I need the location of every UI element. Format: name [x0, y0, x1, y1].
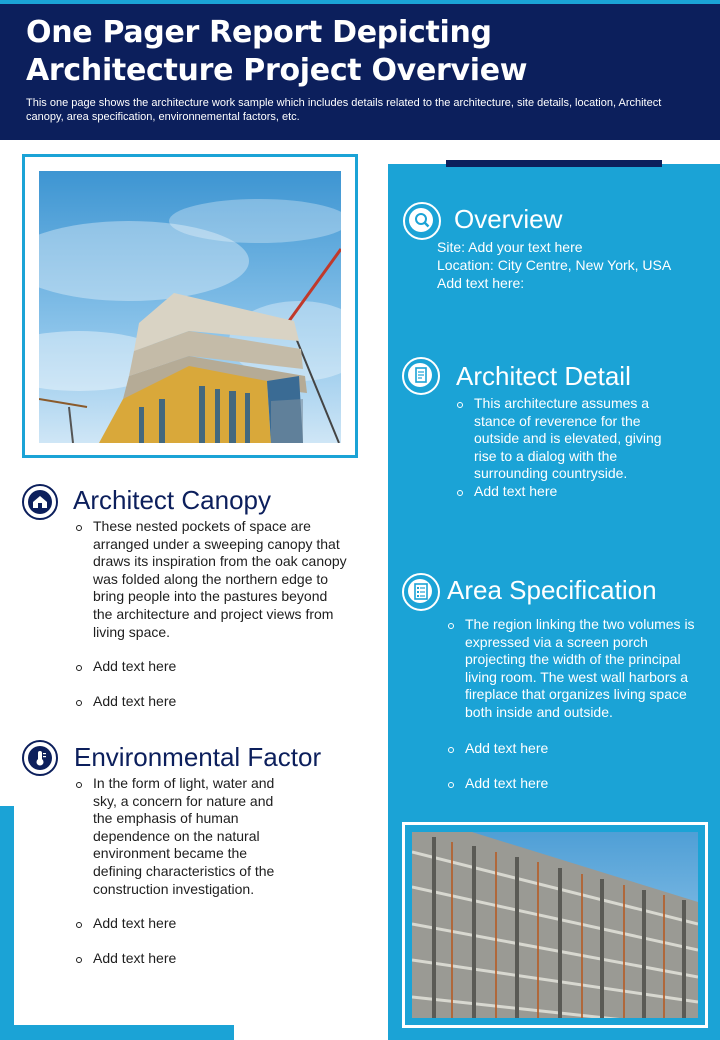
overview-site: Site: Add your text here: [437, 239, 583, 255]
list-item: This architecture assumes a stance of reverence for the outside and is elevated, giving rise to a dialog with the surrounding countryside.: [456, 395, 686, 483]
building-photo-frame: [22, 154, 358, 458]
list-item: These nested pockets of space are arranged under a sweeping canopy that draws its inspiration from the oak canopy was folded along the northern edge to bring people into the pastures beyond the architecture and project views from living space.: [75, 518, 347, 641]
list-item: Add text here: [456, 483, 686, 501]
list-item: Add text here: [447, 775, 695, 793]
list-item: Add text here: [75, 915, 295, 933]
overview-details: [437, 238, 671, 292]
bottom-accent-bar: [0, 1025, 234, 1040]
list-item: Add text here: [75, 693, 347, 711]
house-icon: [22, 484, 58, 520]
page-title: One Pager Report Depicting Architecture Project Overview: [26, 15, 528, 88]
list-item: Add text here: [75, 950, 295, 968]
overview-title: Overview: [454, 204, 563, 234]
left-accent-bar: [0, 806, 14, 1040]
overview-location: Location: City Centre, New York, USA: [437, 257, 672, 273]
building-under-construction-photo: [39, 171, 341, 443]
list-item: The region linking the two volumes is expressed via a screen porch projecting the width of the principal living room. The west wall harbors a fireplace that organizes living space both inside and outside.: [447, 616, 695, 722]
thermometer-icon: [22, 740, 58, 776]
list-item: Add text here: [75, 658, 347, 676]
environmental-factor-list: [75, 775, 295, 967]
architect-canopy-list: [75, 518, 347, 710]
document-list-icon: [402, 573, 440, 611]
scaffolding-photo-frame: [402, 822, 708, 1028]
navy-accent-bar: [446, 160, 662, 167]
magnifier-icon: [403, 202, 441, 240]
overview-extra: Add text here:: [437, 275, 525, 291]
area-specification-list: [447, 616, 695, 793]
list-item: Add text here: [447, 740, 695, 758]
environmental-factor-title: Environmental Factor: [74, 742, 322, 772]
architect-detail-title: Architect Detail: [456, 361, 631, 391]
page-header: [0, 4, 720, 140]
area-specification-title: Area Specification: [447, 575, 657, 605]
page-subtitle: This one page shows the architecture work sample which includes details related to the architecture, site details, location, Architect canopy, area specification, environnemental factors, etc.: [26, 97, 662, 123]
document-icon: [402, 357, 440, 395]
list-item: In the form of light, water and sky, a concern for nature and the emphasis of human dependence on the natural environment became the defining characteristics of the construction investigation.: [75, 775, 295, 898]
architect-canopy-title: Architect Canopy: [73, 485, 271, 515]
building-scaffolding-photo: [412, 832, 698, 1018]
architect-detail-list: [456, 395, 686, 501]
